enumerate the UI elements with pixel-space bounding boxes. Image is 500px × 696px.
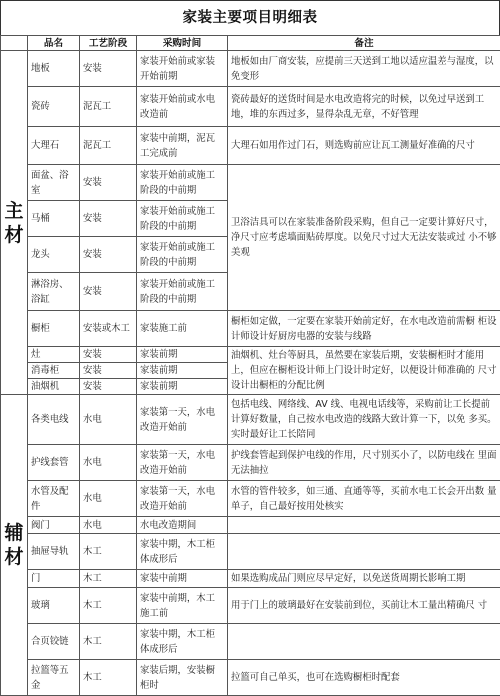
- table-row: [1, 165, 500, 201]
- item-stage: 安装: [80, 237, 137, 273]
- item-name: 阀门: [28, 517, 80, 534]
- table-row: [1, 481, 500, 517]
- table-row: [1, 347, 500, 363]
- item-time: 家装第一天，水电改造开始前: [137, 395, 228, 445]
- item-name: 淋浴房、浴缸: [28, 273, 80, 311]
- item-name: 地板: [28, 51, 80, 87]
- item-note: 拉篮可自己单买，也可在选购橱柜时配套: [228, 660, 500, 696]
- table-row: [1, 624, 500, 660]
- item-name: 马桶: [28, 201, 80, 237]
- item-time: 家装开始前或施工阶段的中前期: [137, 201, 228, 237]
- item-name: 橱柜: [28, 311, 80, 347]
- item-name: 面盆、浴室: [28, 165, 80, 201]
- table-row: [1, 534, 500, 570]
- item-stage: 安装或木工: [80, 311, 137, 347]
- item-stage: 安装: [80, 51, 137, 87]
- item-time: 家装前期: [137, 347, 228, 363]
- item-time: 家装开始前或施工阶段的中前期: [137, 273, 228, 311]
- header-name: 品名: [28, 36, 80, 51]
- item-name: 门: [28, 570, 80, 588]
- table-row: [1, 588, 500, 624]
- item-name: 护线套管: [28, 445, 80, 481]
- item-name: 水管及配件: [28, 481, 80, 517]
- item-name: 合页铰链: [28, 624, 80, 660]
- item-time: 家装中期，木工柜体成形后: [137, 534, 228, 570]
- item-time: 家装第一天，水电改造开始前: [137, 481, 228, 517]
- item-stage: 泥瓦工: [80, 127, 137, 165]
- item-time: 家装开始前或水电改造前: [137, 87, 228, 127]
- item-note: 包括电线、网络线、AV 线、电视电话线等，采购前让工长提前计算好数量，自己按水电改造的线路大致计算一下，以免 多买。实时最好让工长陪同: [228, 395, 500, 445]
- item-time: 家装第一天，水电改造开始前: [137, 445, 228, 481]
- item-stage: 安装: [80, 379, 137, 395]
- item-stage: 安装: [80, 347, 137, 363]
- item-time: 家装开始前或施工阶段的中前期: [137, 237, 228, 273]
- item-stage: 水电: [80, 445, 137, 481]
- item-name: 大理石: [28, 127, 80, 165]
- header-stage: 工艺阶段: [80, 36, 137, 51]
- table-row: [1, 570, 500, 588]
- item-name: 拉篮等五金: [28, 660, 80, 696]
- table-row: [1, 51, 500, 87]
- item-stage: 安装: [80, 273, 137, 311]
- item-note: 如果选购成品门则应尽早定好，以免送货周期长影响工期: [228, 570, 500, 588]
- item-stage: 安装: [80, 363, 137, 379]
- table-row: [1, 445, 500, 481]
- item-stage: 水电: [80, 481, 137, 517]
- item-time: 家装中期，木工柜体成形后: [137, 624, 228, 660]
- item-time: 家装开始前或施工阶段的中前期: [137, 165, 228, 201]
- item-stage: 木工: [80, 660, 137, 696]
- item-note: 地板如由厂商安装，应提前三天送到工地以适应温差与湿度，以免变形: [228, 51, 500, 87]
- header-row: [1, 36, 500, 51]
- item-name: 油烟机: [28, 379, 80, 395]
- item-stage: 水电: [80, 395, 137, 445]
- item-note: 橱柜如定做，一定要在家装开始前定好，在水电改造前需橱 柜设计师设计好厨房电器的安装与线路: [228, 311, 500, 347]
- item-name: 龙头: [28, 237, 80, 273]
- appliances-note: 油烟机、灶台等厨具，虽然要在家装后期，安装橱柜时才能用上，但应在橱柜设计师上门设计时定好，以便设计师准确的 尺寸设计出橱柜的分配比例: [228, 347, 500, 395]
- item-stage: 安装: [80, 201, 137, 237]
- category-aux: 辅 材: [1, 395, 28, 696]
- sheet-title: 家装主要项目明细表: [0, 0, 500, 35]
- item-stage: 木工: [80, 570, 137, 588]
- item-time: 家装开始前或家装开始前期: [137, 51, 228, 87]
- item-note: [228, 534, 500, 570]
- item-time: 家装中前期，泥瓦工完成前: [137, 127, 228, 165]
- item-stage: 泥瓦工: [80, 87, 137, 127]
- item-name: 消毒柜: [28, 363, 80, 379]
- table-row: [1, 311, 500, 347]
- items-table: [0, 35, 500, 696]
- item-note: 瓷砖最好的送货时间是水电改造将完的时候，以免过早送到工地，堆的东西过多，显得杂乱无章，不好管理: [228, 87, 500, 127]
- header-blank: [1, 36, 28, 51]
- item-time: 家装中前期，木工施工前: [137, 588, 228, 624]
- item-time: 家装施工前: [137, 311, 228, 347]
- header-note: 备注: [228, 36, 500, 51]
- sanitary-note: 卫浴洁具可以在家装准备阶段采购，但自己一定要计算好尺寸，净尺寸应考虑墙面贴砖厚度。以免尺寸过大无法安装或过 小不够美观: [228, 165, 500, 311]
- item-name: 瓷砖: [28, 87, 80, 127]
- item-time: 家装前期: [137, 363, 228, 379]
- item-note: [228, 517, 500, 534]
- item-note: 大理石如用作过门石，则选购前应让瓦工测量好准确的尺寸: [228, 127, 500, 165]
- item-stage: 木工: [80, 588, 137, 624]
- item-name: 灶: [28, 347, 80, 363]
- item-note: 用于门上的玻璃最好在安装前到位，买前让木工量出精确尺 寸: [228, 588, 500, 624]
- table-row: [1, 517, 500, 534]
- item-time: 家装中前期: [137, 570, 228, 588]
- table-row: [1, 660, 500, 696]
- table-row: [1, 127, 500, 165]
- item-name: 抽屉导轨: [28, 534, 80, 570]
- item-stage: 水电: [80, 517, 137, 534]
- item-name: 各类电线: [28, 395, 80, 445]
- item-name: 玻璃: [28, 588, 80, 624]
- item-note: [228, 624, 500, 660]
- item-stage: 木工: [80, 534, 137, 570]
- item-time: 水电改造期间: [137, 517, 228, 534]
- header-time: 采购时间: [137, 36, 228, 51]
- item-time: 家装后期，安装橱柜时: [137, 660, 228, 696]
- item-time: 家装前期: [137, 379, 228, 395]
- item-stage: 安装: [80, 165, 137, 201]
- category-main: 主 材: [1, 51, 28, 395]
- item-stage: 木工: [80, 624, 137, 660]
- table-row: [1, 395, 500, 445]
- item-note: 水管的管件较多，如三通、直通等等，买前水电工长会开出数 量单子，自己最好按用处核实: [228, 481, 500, 517]
- item-note: 护线套管起到保护电线的作用，尺寸别买小了，以防电线在 里面无法抽拉: [228, 445, 500, 481]
- table-row: [1, 87, 500, 127]
